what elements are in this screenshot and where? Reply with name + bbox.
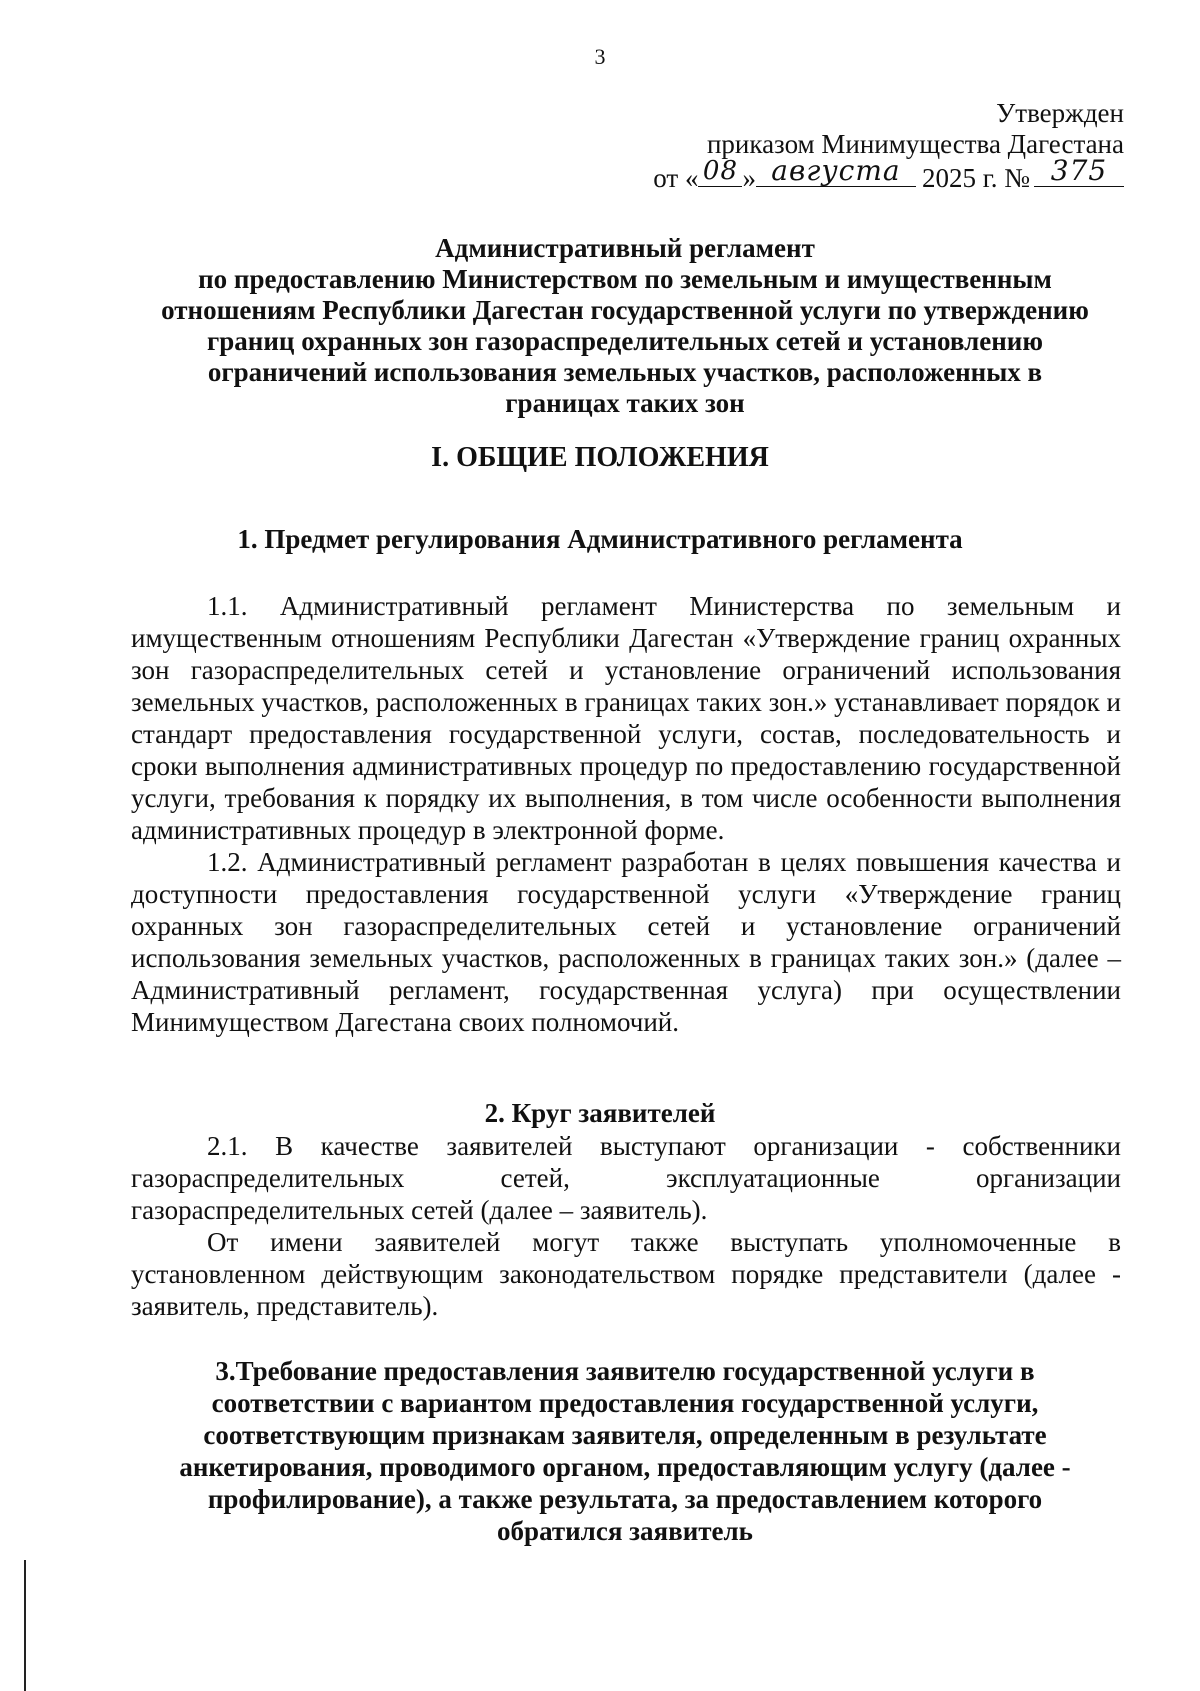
heading-3-line: анкетирования, проводимого органом, предоставляющим услугу (далее -: [179, 1452, 1071, 1482]
paragraph-1-1: 1.1. Административный регламент Министерства по земельным и имущественным отношениям Республики Дагестан «Утверждение границ охранных зон газораспределительных сетей и установление ограничений использования земельных участков, расположенных в границах таких зон.» устанавливает порядок и стандарт предоставления государственной услуги, состав, последовательность и сроки выполнения административных процедур по предоставлению государственной услуги, требования к порядку их выполнения, в том числе особенности выполнения административных процедур в электронной форме.: [131, 591, 1121, 845]
heading-3-line: 3.Требование предоставления заявителю государственной услуги в: [215, 1356, 1035, 1386]
approval-number-blank: [1034, 154, 1124, 187]
paragraph-2-2: От имени заявителей могут также выступать уполномоченные в установленном действующим законодательством порядке представители (далее - заявитель, представитель).: [131, 1227, 1121, 1321]
handwritten-order-number: 375: [1050, 154, 1108, 187]
subsection-heading-2: 2. Круг заявителей: [484, 1098, 716, 1128]
subsection-1-body: [131, 590, 1121, 1038]
approval-date-line: [653, 154, 1124, 194]
handwritten-day: 08: [702, 156, 738, 186]
title-line: границах таких зон: [505, 388, 745, 418]
approval-day-close: »: [742, 163, 756, 193]
section-heading: I. ОБЩИЕ ПОЛОЖЕНИЯ: [431, 442, 769, 473]
title-line: по предоставлению Министерством по земельным и имущественным: [198, 264, 1052, 294]
title-line: границ охранных зон газораспределительных сетей и установлению: [207, 326, 1043, 356]
paragraph-2-1: 2.1. В качестве заявителей выступают организации - собственники газораспределительных сетей, эксплуатационные организации газораспределительных сетей (далее – заявитель).: [131, 1131, 1121, 1225]
heading-3-line: обратился заявитель: [497, 1516, 753, 1546]
approval-order-issuer: приказом Минимущества Дагестана: [706, 129, 1124, 159]
subsection-heading-1: 1. Предмет регулирования Административного регламента: [237, 524, 963, 554]
heading-3-line: соответствии с вариантом предоставления государственной услуги,: [211, 1388, 1039, 1418]
approval-label: Утвержден: [996, 98, 1124, 128]
approval-year-label: 2025 г. №: [921, 163, 1030, 193]
title-line: Административный регламент: [435, 233, 815, 263]
subsection-heading-3: [130, 1355, 1120, 1547]
approval-day-blank: [698, 156, 742, 187]
title-line: отношениям Республики Дагестан государственной услуги по утверждению: [161, 295, 1089, 325]
document-title: [130, 233, 1120, 419]
paragraph-1-2: 1.2. Административный регламент разработан в целях повышения качества и доступности предоставления государственной услуги «Утверждение границ охранных зон газораспределительных сетей и установление ограничений использования земельных участков, расположенных в границах таких зон.» (далее – Административный регламент, государственная услуга) при осуществлении Минимуществом Дагестана своих полномочий.: [131, 847, 1121, 1037]
handwritten-month: августа: [771, 154, 901, 187]
approval-date-prefix: от «: [653, 163, 699, 193]
approval-month-blank: [756, 154, 916, 187]
heading-3-line: профилирование), а также результата, за предоставлением которого: [207, 1484, 1043, 1514]
title-line: ограничений использования земельных участков, расположенных в: [207, 357, 1043, 387]
page-number: 3: [594, 44, 606, 69]
heading-3-line: соответствующим признакам заявителя, определенным в результате: [203, 1420, 1047, 1450]
subsection-2-body: [131, 1130, 1121, 1322]
approval-stamp: [653, 98, 1124, 194]
scan-margin-line: [24, 1560, 26, 1691]
